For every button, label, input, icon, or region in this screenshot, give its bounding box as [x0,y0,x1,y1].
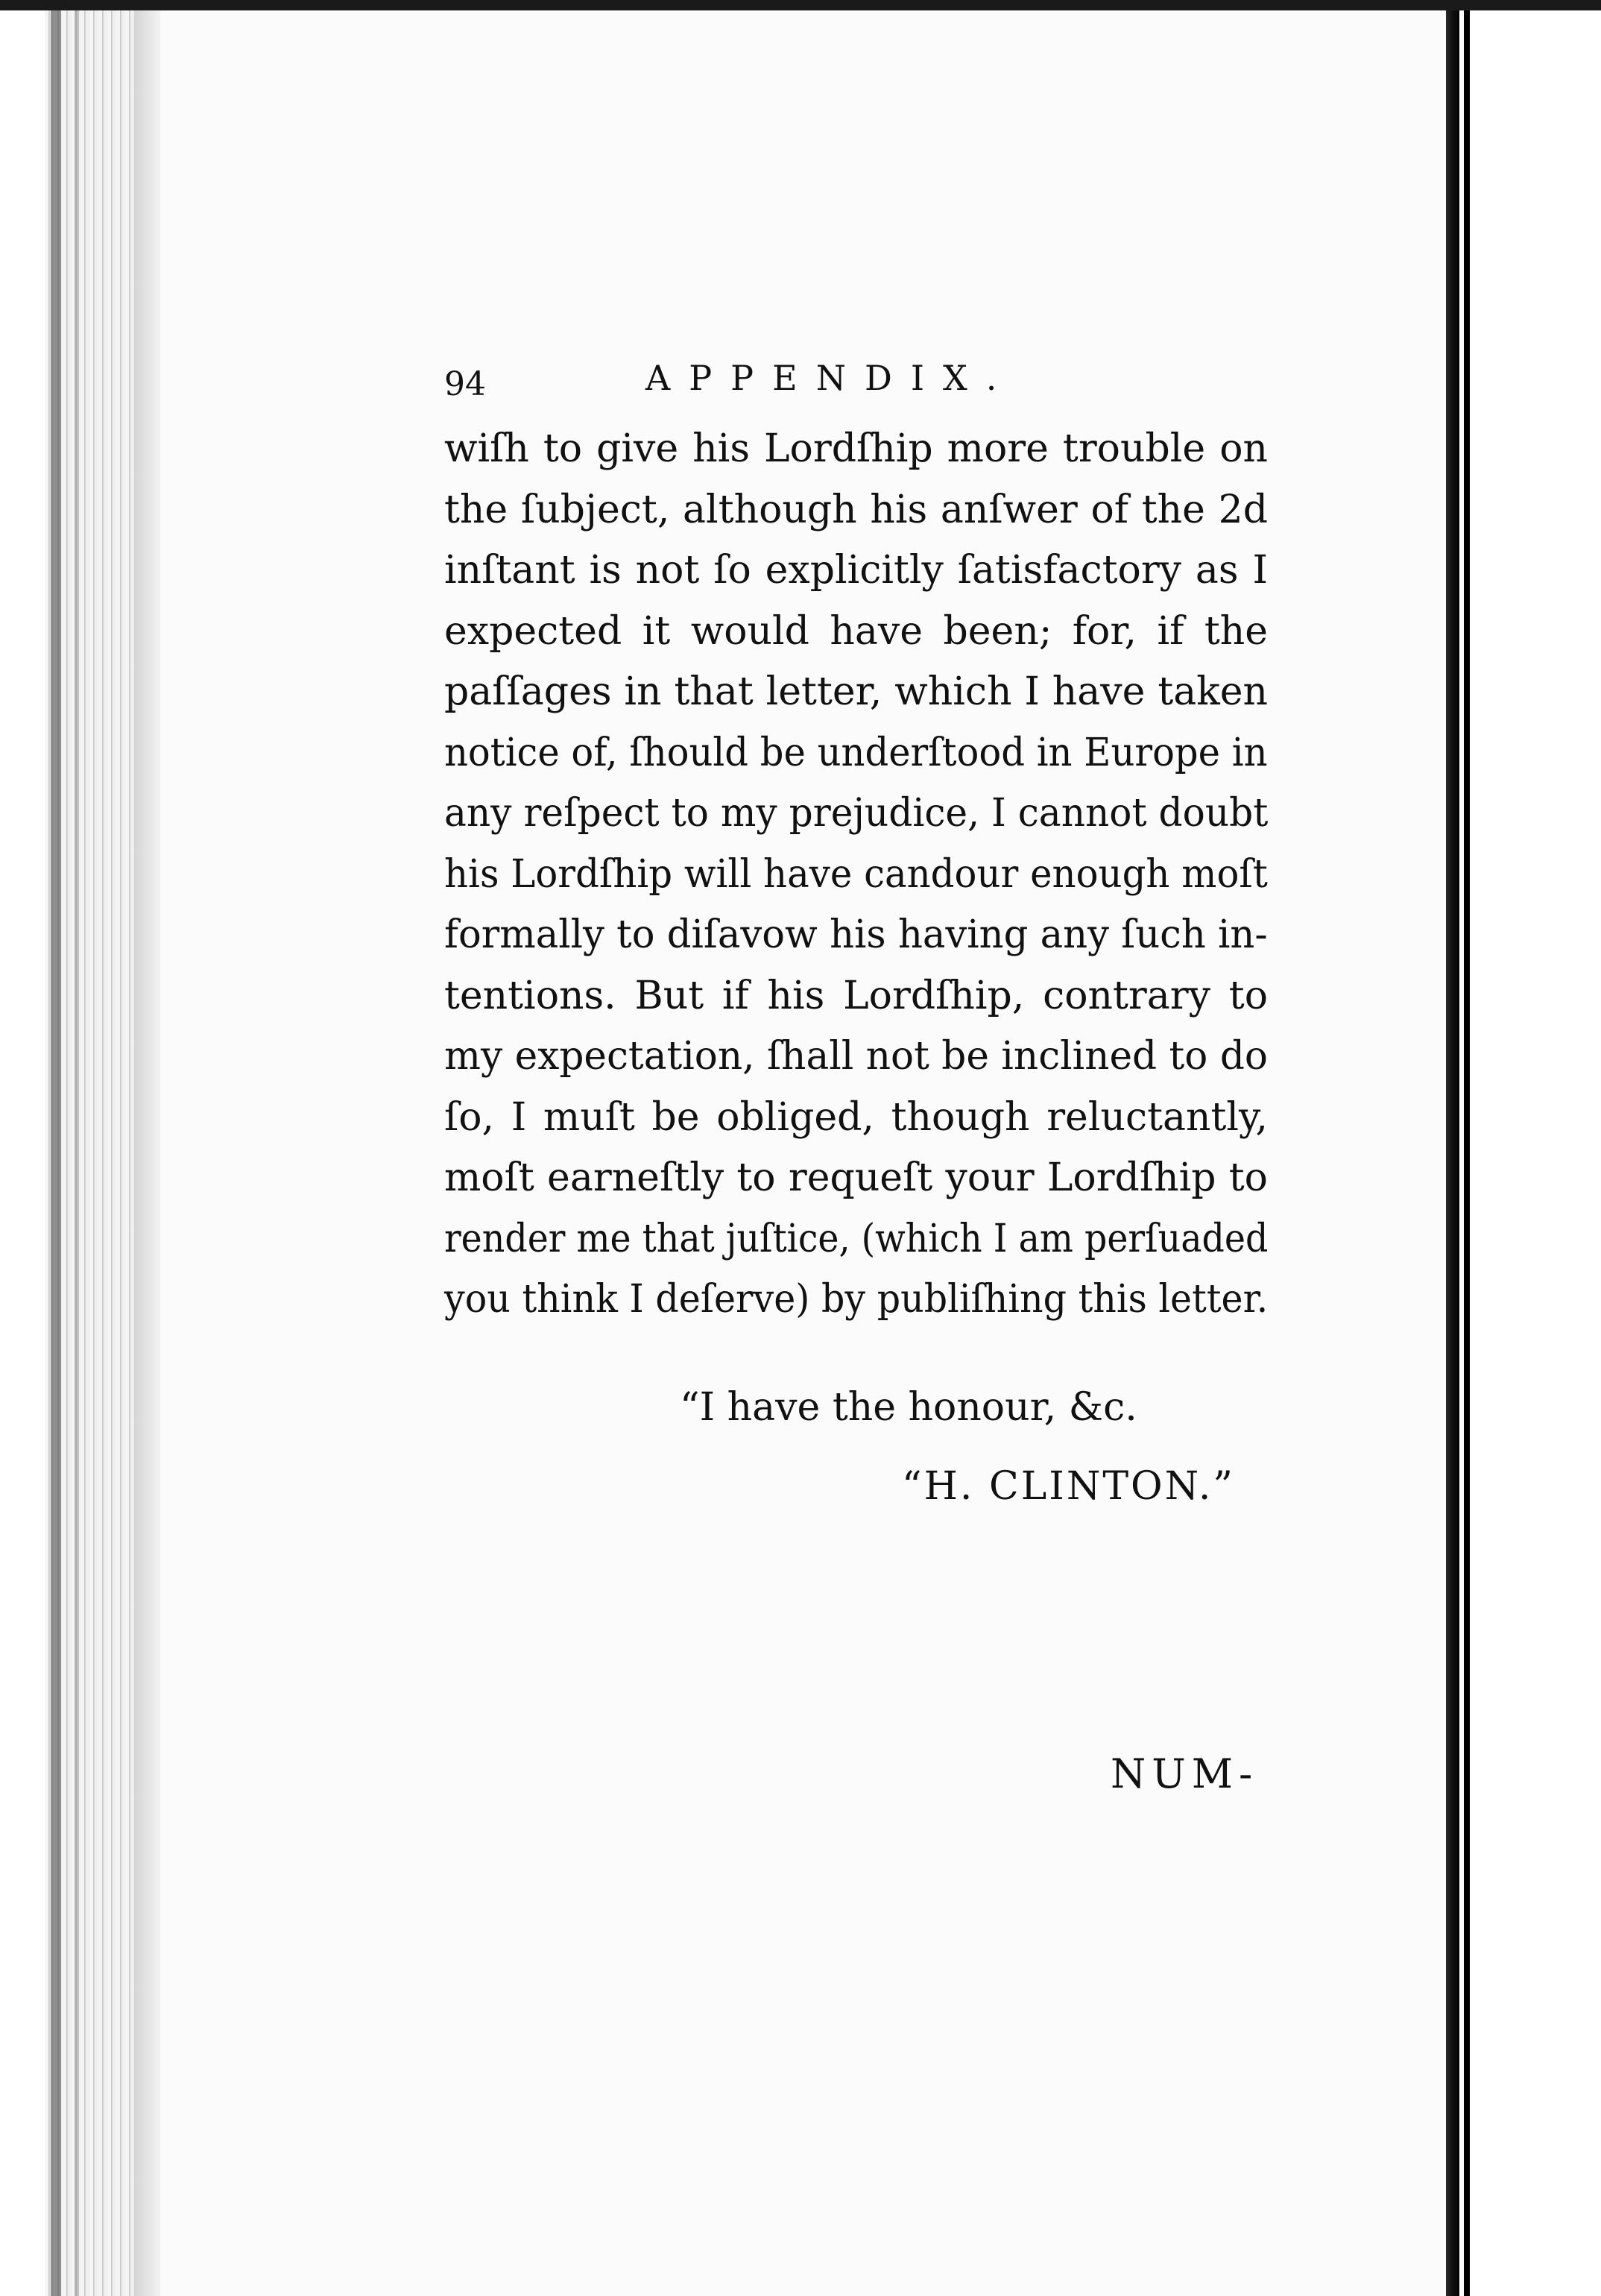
right-page-edge [1464,0,1470,2296]
binding-shadow [51,10,61,2296]
body-line: paſſages in that letter, which I have taken [444,669,1268,714]
body-line: notice of, ſhould be underſtood in Europe in [444,730,1268,775]
signature: “H. CLINTON.” [902,1464,1235,1509]
top-frame-edge [0,0,1601,10]
body-line: expected it would have been; for, if the [444,608,1268,654]
body-line: my expectation, ſhall not be inclined to do [444,1034,1269,1079]
catchword: NUM- [1111,1750,1259,1797]
page-number: 94 [444,365,486,403]
body-line: wiſh to give his Lordſhip more trouble on [444,426,1268,471]
body-line: formally to diſavow his having any ſuch in- [444,912,1268,957]
body-line: inſtant is not ſo explicitly ſatisfactory as I [444,548,1268,593]
body-line: the ſubject, although his anſwer of the 2d [444,487,1268,532]
binding-shadow-inner [75,10,79,2296]
body-line: ſo, I muſt be obliged, though reluctantly, [444,1094,1268,1140]
closing-salutation: “I have the honour, &c. [680,1385,1137,1430]
body-line: any reſpect to my prejudice, I cannot doubt [444,791,1269,836]
text-block [444,350,1268,1331]
right-margin [1459,0,1601,2296]
page-edge-shadow [134,0,164,2296]
body-text [444,419,1268,1331]
body-line: tentions. But if his Lordſhip, contrary to [444,973,1268,1018]
running-head: APPENDIX. [645,358,1016,398]
body-line: render me that juſtice, (which I am perſuaded [444,1216,1269,1261]
body-line: moſt earneſtly to requeſt your Lordſhip to [444,1155,1268,1200]
page-header [444,350,1268,410]
body-line: his Lordſhip will have candour enough moſt [444,851,1268,897]
body-line: you think I deſerve) by publiſhing this letter. [444,1277,1269,1322]
